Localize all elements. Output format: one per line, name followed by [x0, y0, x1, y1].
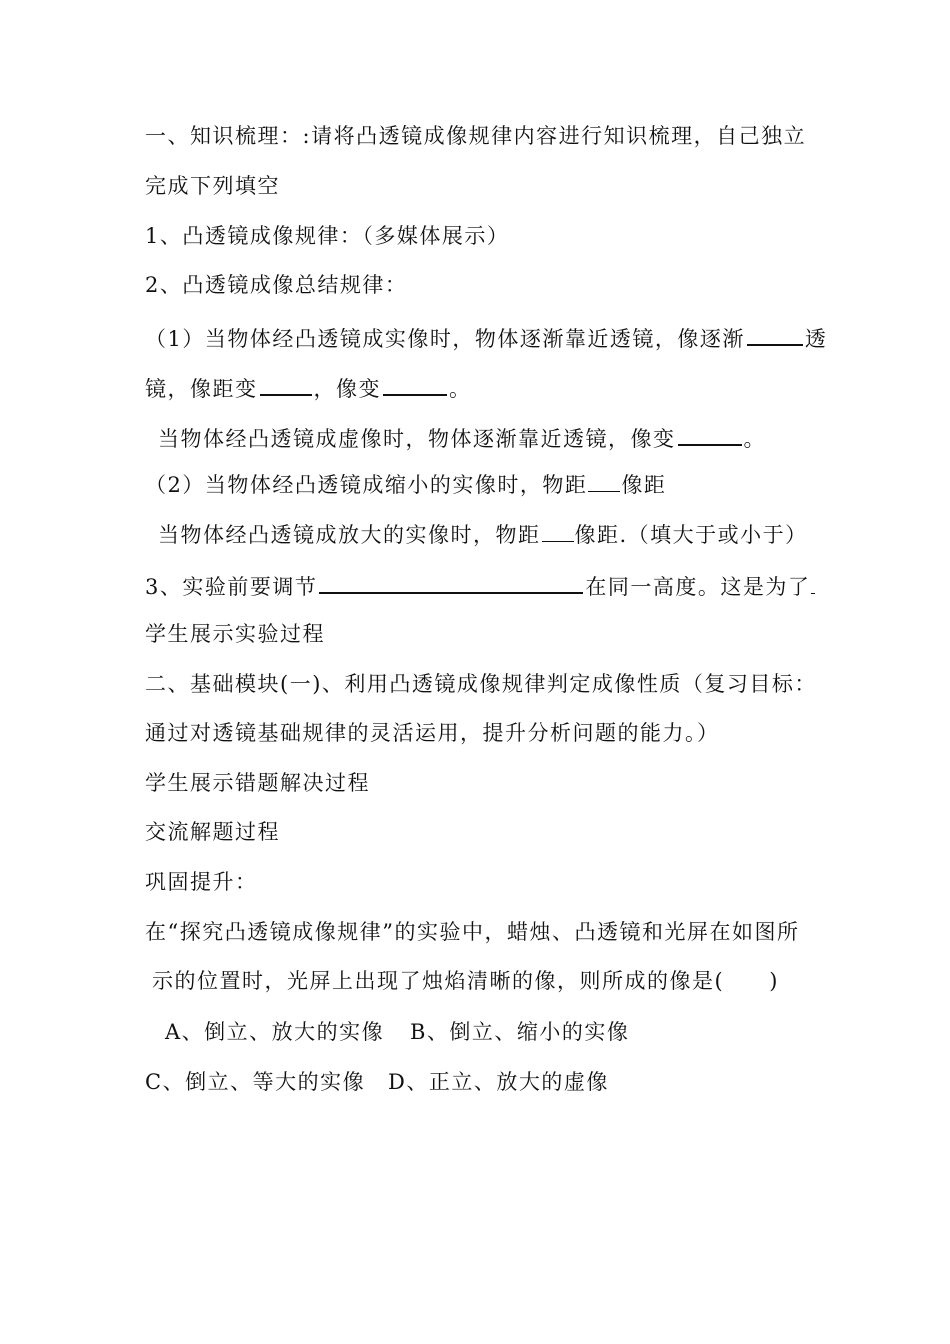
- fill-blank-1[interactable]: [747, 322, 803, 346]
- q2-line2: [158, 521, 808, 549]
- fill-blank-2[interactable]: [260, 372, 312, 396]
- q1-line2-post: 。: [449, 377, 472, 401]
- q1-line3-pre: 当物体经凸透镜成虚像时，物体逐渐靠近透镜，像变: [158, 427, 676, 451]
- section1-heading-line2: 完成下列填空: [145, 174, 280, 198]
- q2-line2-pre: 当物体经凸透镜成放大的实像时，物距: [158, 523, 541, 547]
- item3-line: [145, 570, 816, 601]
- fill-blank-6[interactable]: [542, 521, 574, 542]
- show-errors-text: 学生展示错题解决过程: [145, 771, 370, 795]
- item1-text: 1、凸透镜成像规律：（多媒体展示）: [145, 224, 510, 248]
- item3-post: 在同一高度。这是为了: [585, 575, 811, 599]
- q2-line1: [145, 471, 666, 499]
- q1-line2: [145, 372, 472, 403]
- fill-blank-5[interactable]: [588, 471, 620, 492]
- option-a: A、倒立、放大的实像: [165, 1020, 385, 1044]
- q2-line2-post: 像距.（填大于或小于）: [574, 523, 808, 547]
- q1-line3: [158, 422, 766, 453]
- option-b: B、倒立、缩小的实像: [410, 1020, 630, 1044]
- exchange-text: 交流解题过程: [145, 820, 280, 844]
- q1-line2-pre: 镜，像距变: [145, 377, 258, 401]
- fill-blank-3[interactable]: [383, 372, 447, 396]
- q2-line1-pre: （2）当物体经凸透镜成缩小的实像时，物距: [145, 473, 588, 497]
- q1-line1-post: 透: [804, 327, 828, 351]
- option-c: C、倒立、等大的实像: [145, 1070, 366, 1094]
- show-experiment-text: 学生展示实验过程: [145, 622, 325, 646]
- fill-blank-8[interactable]: [811, 573, 815, 594]
- q1-line1-pre: （1）当物体经凸透镜成实像时，物体逐渐靠近透镜，像逐渐: [145, 327, 745, 351]
- consolidate-text: 巩固提升：: [145, 870, 258, 894]
- item2-text: 2、凸透镜成像总结规律：: [145, 273, 408, 297]
- fill-blank-7[interactable]: [319, 570, 583, 594]
- fill-blank-4[interactable]: [678, 422, 742, 446]
- question-line1: 在“探究凸透镜成像规律”的实验中，蜡烛、凸透镜和光屏在如图所: [145, 920, 800, 944]
- question-line2: 示的位置时，光屏上出现了烛焰清晰的像，则所成的像是( ): [152, 969, 779, 993]
- option-d: D、正立、放大的虚像: [388, 1070, 609, 1094]
- item3-pre: 3、实验前要调节: [145, 575, 318, 599]
- q1-line1: [145, 322, 827, 353]
- section2-heading-line2: 通过对透镜基础规律的灵活运用，提升分析问题的能力。）: [145, 721, 720, 745]
- q1-line3-post: 。: [743, 427, 766, 451]
- q1-line2-mid: ，像变: [313, 377, 381, 401]
- section1-heading-line1: 一、知识梳理：:请将凸透镜成像规律内容进行知识梳理，自己独立: [145, 124, 807, 148]
- section2-heading-line1: 二、基础模块(一)、利用凸透镜成像规律判定成像性质（复习目标：: [145, 672, 817, 696]
- q2-line1-post: 像距: [621, 473, 667, 497]
